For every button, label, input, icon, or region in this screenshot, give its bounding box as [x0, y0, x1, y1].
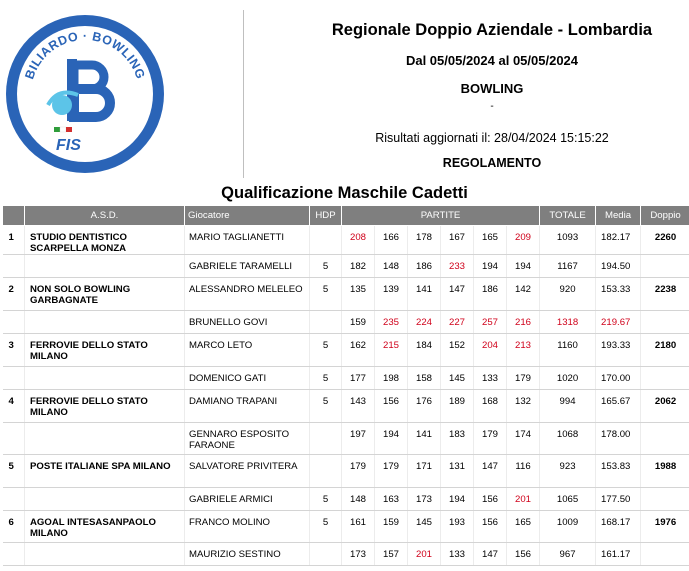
game-score: 159: [375, 511, 408, 543]
asd-cell: [25, 311, 185, 334]
average-cell: 170.00: [596, 367, 641, 390]
average-cell: 153.83: [596, 455, 641, 488]
rank-cell: [3, 543, 25, 566]
col-rank: [3, 206, 25, 226]
game-score: 194: [375, 423, 408, 455]
average-cell: 168.17: [596, 511, 641, 543]
table-row: [3, 455, 689, 488]
average-cell: 153.33: [596, 278, 641, 311]
average-cell: 178.00: [596, 423, 641, 455]
double-cell: [641, 311, 689, 334]
rank-cell: [3, 423, 25, 455]
table-row: [3, 226, 689, 255]
page-title: Regionale Doppio Aziendale - Lombardia: [331, 21, 653, 39]
player-name: ALESSANDRO MELELEO: [185, 278, 310, 311]
game-score: 257: [474, 311, 507, 334]
game-score: 171: [408, 455, 441, 488]
table-row: [3, 511, 689, 543]
game-score: 159: [342, 311, 375, 334]
game-score: 166: [375, 226, 408, 255]
double-cell: 2062: [641, 390, 689, 423]
hdp-cell: 5: [310, 278, 342, 311]
player-name: GENNARO ESPOSITO FARAONE: [185, 423, 310, 455]
game-score: 156: [474, 488, 507, 511]
average-cell: 177.50: [596, 488, 641, 511]
section-title: Qualificazione Maschile Cadetti: [221, 184, 468, 202]
asd-cell: [25, 488, 185, 511]
game-score: 224: [408, 311, 441, 334]
hdp-cell: [310, 543, 342, 566]
average-cell: 165.67: [596, 390, 641, 423]
header-divider: [243, 10, 244, 178]
double-cell: [641, 543, 689, 566]
total-cell: 994: [540, 390, 596, 423]
rank-cell: [3, 255, 25, 278]
date-range: Dal 05/05/2024 al 05/05/2024: [405, 53, 579, 68]
game-score: 179: [342, 455, 375, 488]
game-score: 165: [507, 511, 540, 543]
game-score: 158: [408, 367, 441, 390]
hdp-cell: 5: [310, 511, 342, 543]
game-score: 179: [474, 423, 507, 455]
game-score: 148: [375, 255, 408, 278]
game-score: 204: [474, 334, 507, 367]
player-name: GABRIELE ARMICI: [185, 488, 310, 511]
double-cell: 2238: [641, 278, 689, 311]
game-score: 186: [408, 255, 441, 278]
asd-cell: NON SOLO BOWLING GARBAGNATE: [25, 278, 185, 311]
col-asd: A.S.D.: [25, 206, 185, 226]
table-row: [3, 278, 689, 311]
table-header-row: [3, 206, 689, 226]
game-score: 139: [375, 278, 408, 311]
table-row: [3, 255, 689, 278]
average-cell: 194.50: [596, 255, 641, 278]
player-name: BRUNELLO GOVI: [185, 311, 310, 334]
game-score: 116: [507, 455, 540, 488]
asd-cell: [25, 423, 185, 455]
hdp-cell: [310, 226, 342, 255]
total-cell: 1065: [540, 488, 596, 511]
rank-cell: 6: [3, 511, 25, 543]
game-score: 208: [342, 226, 375, 255]
game-score: 165: [474, 226, 507, 255]
game-score: 133: [474, 367, 507, 390]
table-row: [3, 543, 689, 566]
rank-cell: 2: [3, 278, 25, 311]
table-row: [3, 423, 689, 455]
asd-cell: [25, 543, 185, 566]
game-score: 216: [507, 311, 540, 334]
double-cell: [641, 367, 689, 390]
double-cell: [641, 423, 689, 455]
game-score: 133: [441, 543, 474, 566]
discipline: BOWLING: [460, 81, 524, 96]
game-score: 194: [474, 255, 507, 278]
double-cell: 1976: [641, 511, 689, 543]
game-score: 235: [375, 311, 408, 334]
hdp-cell: 5: [310, 390, 342, 423]
hdp-cell: [310, 423, 342, 455]
game-score: 177: [342, 367, 375, 390]
table-row: [3, 488, 689, 511]
header-dash: -: [490, 101, 494, 112]
game-score: 179: [375, 455, 408, 488]
rank-cell: [3, 311, 25, 334]
hdp-cell: 5: [310, 334, 342, 367]
game-score: 163: [375, 488, 408, 511]
hdp-cell: [310, 455, 342, 488]
game-score: 152: [441, 334, 474, 367]
double-cell: 2260: [641, 226, 689, 255]
asd-cell: FERROVIE DELLO STATO MILANO: [25, 390, 185, 423]
game-score: 201: [408, 543, 441, 566]
game-score: 141: [408, 278, 441, 311]
regulation-link[interactable]: REGOLAMENTO: [442, 156, 542, 170]
player-name: MARIO TAGLIANETTI: [185, 226, 310, 255]
game-score: 156: [375, 390, 408, 423]
game-score: 131: [441, 455, 474, 488]
player-name: DAMIANO TRAPANI: [185, 390, 310, 423]
game-score: 179: [507, 367, 540, 390]
total-cell: 1167: [540, 255, 596, 278]
total-cell: 967: [540, 543, 596, 566]
average-cell: 161.17: [596, 543, 641, 566]
total-cell: 1020: [540, 367, 596, 390]
player-name: MAURIZIO SESTINO: [185, 543, 310, 566]
player-name: FRANCO MOLINO: [185, 511, 310, 543]
average-cell: 219.67: [596, 311, 641, 334]
game-score: 174: [507, 423, 540, 455]
game-score: 193: [441, 511, 474, 543]
game-score: 186: [474, 278, 507, 311]
game-score: 197: [342, 423, 375, 455]
game-score: 173: [408, 488, 441, 511]
rank-cell: [3, 488, 25, 511]
total-cell: 923: [540, 455, 596, 488]
game-score: 162: [342, 334, 375, 367]
game-score: 161: [342, 511, 375, 543]
total-cell: 920: [540, 278, 596, 311]
game-score: 143: [342, 390, 375, 423]
table-row: [3, 390, 689, 423]
total-cell: 1160: [540, 334, 596, 367]
game-score: 215: [375, 334, 408, 367]
average-cell: 193.33: [596, 334, 641, 367]
asd-cell: POSTE ITALIANE SPA MILANO: [25, 455, 185, 488]
game-score: 182: [342, 255, 375, 278]
player-name: SALVATORE PRIVITERA: [185, 455, 310, 488]
total-cell: 1009: [540, 511, 596, 543]
game-score: 145: [441, 367, 474, 390]
game-score: 184: [408, 334, 441, 367]
game-score: 168: [474, 390, 507, 423]
game-score: 176: [408, 390, 441, 423]
game-score: 198: [375, 367, 408, 390]
updated-timestamp: Risultati aggiornati il: 28/04/2024 15:15:22: [375, 131, 609, 145]
total-cell: 1093: [540, 226, 596, 255]
game-score: 132: [507, 390, 540, 423]
asd-cell: AGOAL INTESASANPAOLO MILANO: [25, 511, 185, 543]
rank-cell: 3: [3, 334, 25, 367]
double-cell: [641, 488, 689, 511]
game-score: 233: [441, 255, 474, 278]
rank-cell: 4: [3, 390, 25, 423]
average-cell: 182.17: [596, 226, 641, 255]
asd-cell: [25, 255, 185, 278]
game-score: 142: [507, 278, 540, 311]
col-total: TOTALE: [540, 206, 596, 226]
player-name: MARCO LETO: [185, 334, 310, 367]
double-cell: 1988: [641, 455, 689, 488]
game-score: 178: [408, 226, 441, 255]
game-score: 173: [342, 543, 375, 566]
game-score: 145: [408, 511, 441, 543]
game-score: 135: [342, 278, 375, 311]
player-name: GABRIELE TARAMELLI: [185, 255, 310, 278]
asd-cell: STUDIO DENTISTICO SCARPELLA MONZA: [25, 226, 185, 255]
table-row: [3, 311, 689, 334]
game-score: 141: [408, 423, 441, 455]
total-cell: 1068: [540, 423, 596, 455]
hdp-cell: 5: [310, 488, 342, 511]
game-score: 194: [441, 488, 474, 511]
logo-fis-text: FIS: [56, 137, 81, 154]
game-score: 156: [507, 543, 540, 566]
double-cell: [641, 255, 689, 278]
col-hdp: HDP: [310, 206, 342, 226]
hdp-cell: [310, 311, 342, 334]
col-average: Media: [596, 206, 641, 226]
game-score: 213: [507, 334, 540, 367]
game-score: 167: [441, 226, 474, 255]
asd-cell: FERROVIE DELLO STATO MILANO: [25, 334, 185, 367]
game-score: 209: [507, 226, 540, 255]
table-row: [3, 367, 689, 390]
game-score: 147: [474, 543, 507, 566]
game-score: 227: [441, 311, 474, 334]
game-score: 156: [474, 511, 507, 543]
game-score: 147: [441, 278, 474, 311]
game-score: 148: [342, 488, 375, 511]
game-score: 183: [441, 423, 474, 455]
hdp-cell: 5: [310, 367, 342, 390]
double-cell: 2180: [641, 334, 689, 367]
game-score: 189: [441, 390, 474, 423]
total-cell: 1318: [540, 311, 596, 334]
game-score: 147: [474, 455, 507, 488]
col-player: Giocatore: [185, 206, 310, 226]
fis-logo: [4, 13, 166, 175]
col-games: PARTITE: [342, 206, 540, 226]
results-table: [2, 205, 689, 566]
logo-ring-text: BILIARDO · BOWLING: [22, 28, 148, 81]
rank-cell: 1: [3, 226, 25, 255]
asd-cell: [25, 367, 185, 390]
game-score: 157: [375, 543, 408, 566]
game-score: 201: [507, 488, 540, 511]
table-row: [3, 334, 689, 367]
rank-cell: 5: [3, 455, 25, 488]
rank-cell: [3, 367, 25, 390]
player-name: DOMENICO GATI: [185, 367, 310, 390]
col-double: Doppio: [641, 206, 689, 226]
game-score: 194: [507, 255, 540, 278]
hdp-cell: 5: [310, 255, 342, 278]
